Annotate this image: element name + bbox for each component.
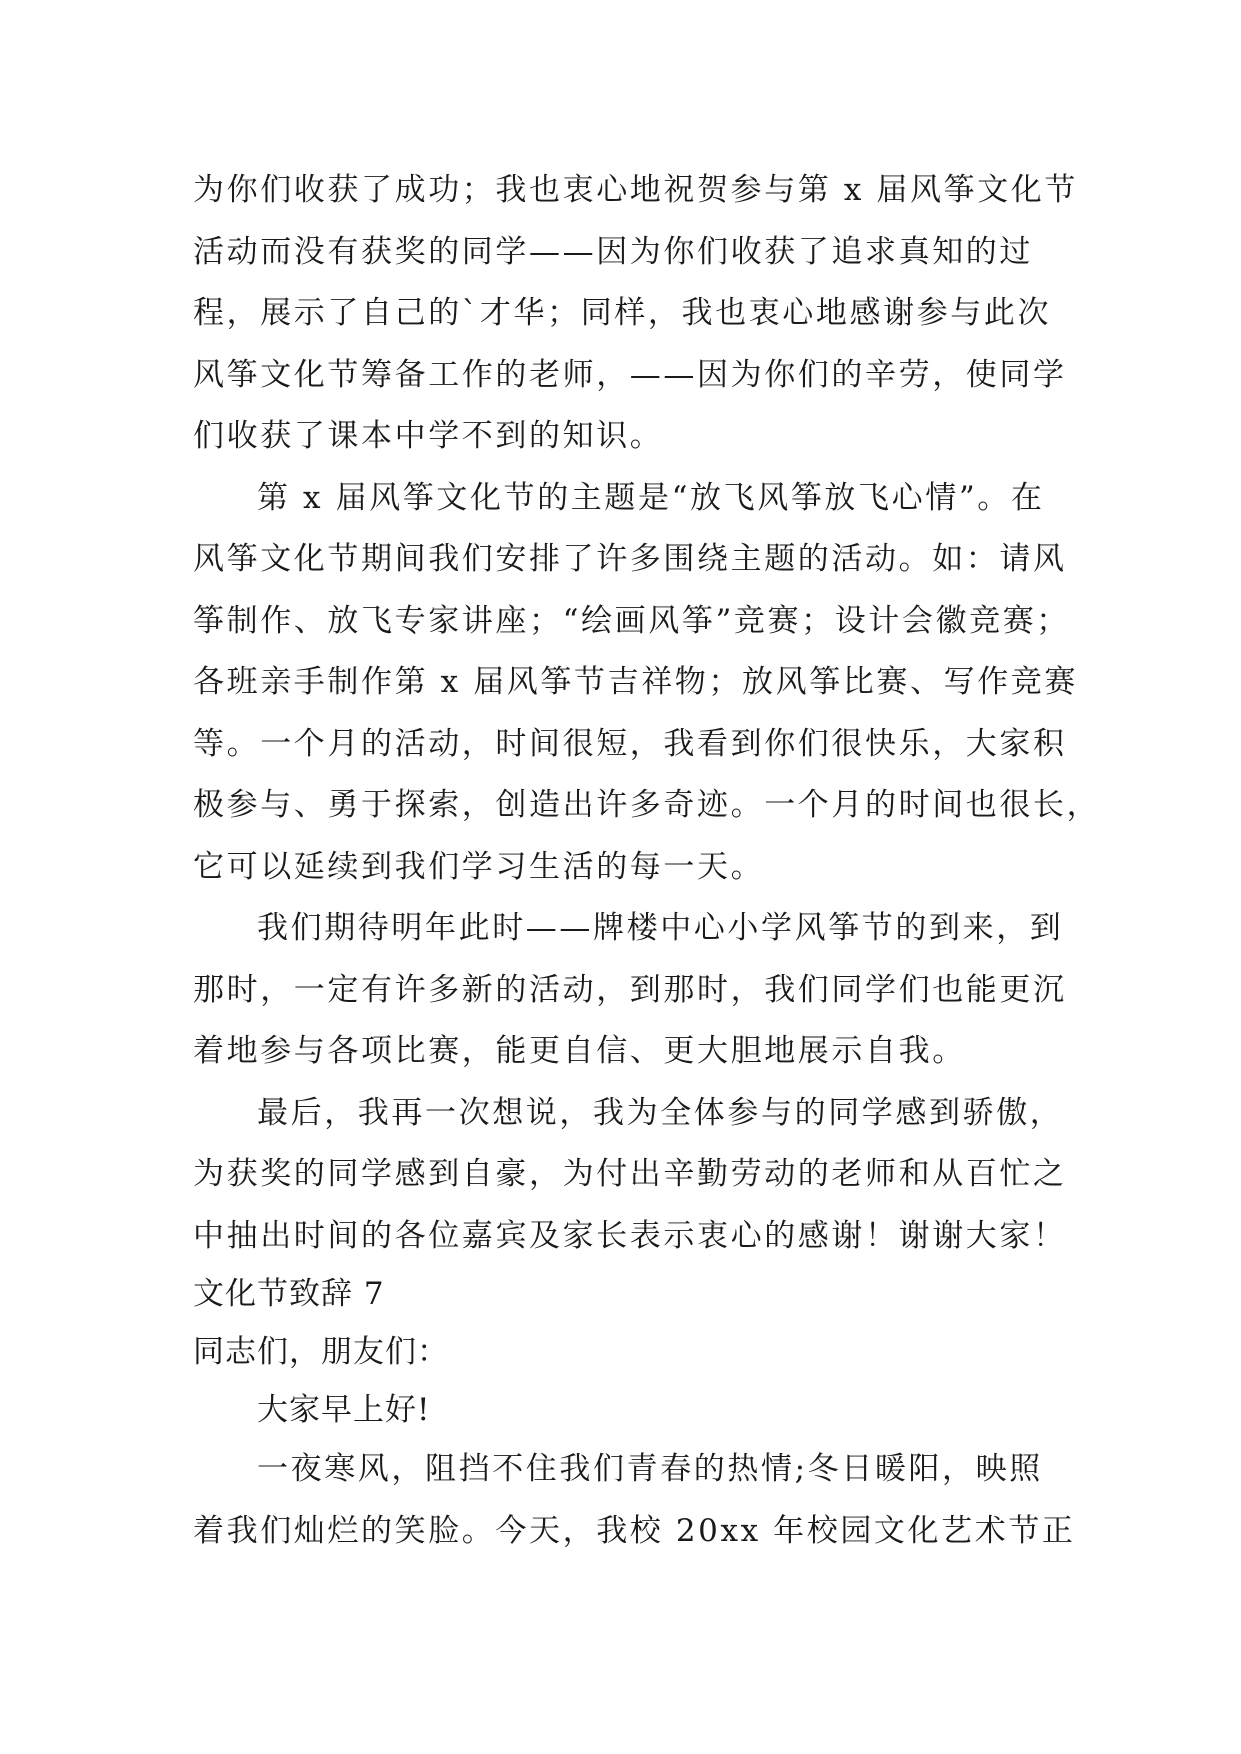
text-line: 程，展示了自己的`才华；同样，我也衷心地感谢参与此次 [193,295,1052,331]
text-line: 一夜寒风，阻挡不住我们青春的热情;冬日暖阳，映照 [257,1451,1043,1487]
text-line: 那时，一定有许多新的活动，到那时，我们同学们也能更沉 [193,971,1067,1008]
text-line: 各班亲手制作第 x 届风筝节吉祥物；放风筝比赛、写作竞赛 [193,664,1078,700]
text-line: 最后，我再一次想说，我为全体参与的同学感到骄傲， [257,1094,1064,1131]
paragraph-5 [193,1439,1076,1562]
text-line: 着我们灿烂的笑脸。今天，我校 20xx 年校园文化艺术节正 [193,1512,1076,1549]
paragraph-4 [193,1083,1073,1268]
text-line: 筝制作、放飞专家讲座；“绘画风筝”竞赛；设计会徽竞赛； [193,602,1070,639]
text-line: 为你们收获了成功；我也衷心地祝贺参与第 x 届风筝文化节 [193,172,1078,208]
text-line: 它可以延续到我们学习生活的每一天。 [193,848,765,885]
text-line: 着地参与各项比赛，能更自信、更大胆地展示自我。 [193,1033,966,1069]
paragraph-1 [193,160,1078,468]
section-title: 文化节致辞 7 [193,1276,385,1312]
text-line: 风筝文化节筹备工作的老师，——因为你们的辛劳，使同学 [193,356,1067,393]
salutation: 同志们，朋友们： [193,1334,449,1370]
text-line: 为获奖的同学感到自豪，为付出辛勤劳动的老师和从百忙之 [193,1156,1067,1192]
speech-body [193,1323,1076,1562]
text-line: 风筝文化节期间我们安排了许多围绕主题的活动。如：请风 [193,541,1067,577]
paragraph-3 [193,898,1073,1083]
text-line: 们收获了课本中学不到的知识。 [193,418,664,454]
greeting: 大家早上好! [257,1392,431,1428]
text-line: 我们期待明年此时——牌楼中心小学风筝节的到来，到 [257,910,1064,946]
text-line: 极参与、勇于探索，创造出许多奇迹。一个月的时间也很长， [193,787,1101,823]
text-line: 中抽出时间的各位嘉宾及家长表示衷心的感谢！谢谢大家！ [193,1217,1067,1254]
text-line: 第 x 届风筝文化节的主题是“放飞风筝放飞心情”。在 [257,479,1045,516]
text-line: 等。一个月的活动，时间很短，我看到你们很快乐，大家积 [193,725,1067,762]
document-body [193,160,1101,1267]
paragraph-2 [193,468,1101,899]
text-line: 活动而没有获奖的同学——因为你们收获了追求真知的过 [193,233,1033,270]
